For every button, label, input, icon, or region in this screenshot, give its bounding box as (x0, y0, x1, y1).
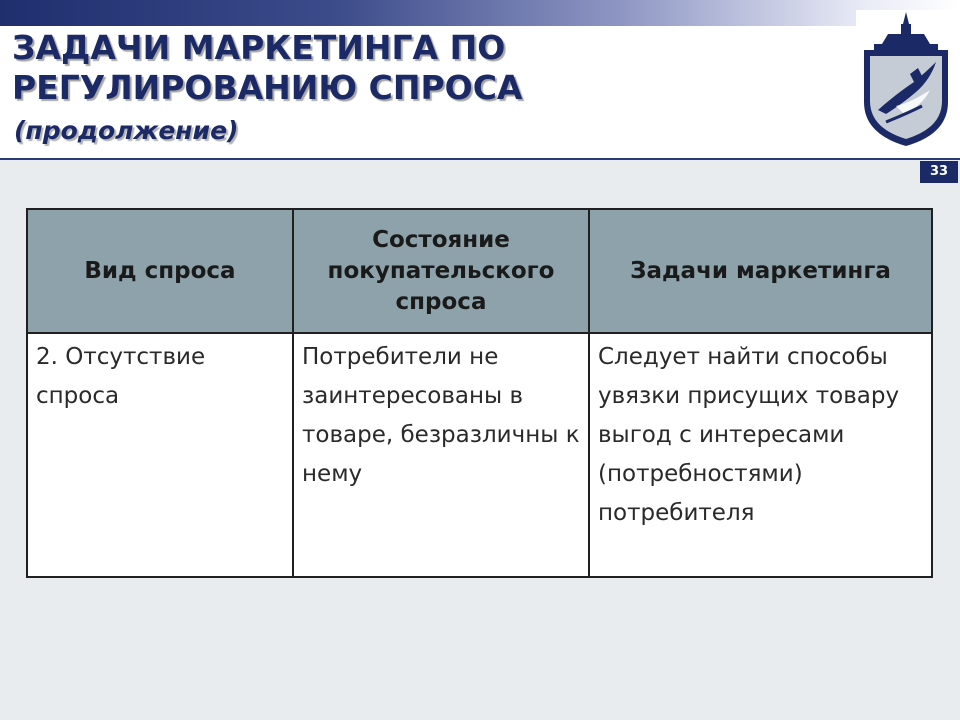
demand-table (26, 208, 933, 578)
cell-marketing-tasks: Следует найти способы увязки присущих товару выгод с интересами (потребностями) потребителя (589, 333, 932, 577)
column-header-marketing-tasks: Задачи маркетинга (589, 209, 932, 333)
cell-demand-type: 2. Отсутствие спроса (27, 333, 293, 577)
table-header-row (27, 209, 932, 333)
university-emblem-icon (856, 10, 956, 150)
cell-demand-state: Потребители не заинтересованы в товаре, безразличны к нему (293, 333, 589, 577)
column-header-demand-type: Вид спроса (27, 209, 293, 333)
column-header-demand-state: Состояние покупательского спроса (293, 209, 589, 333)
slide-number-badge: 33 (920, 161, 958, 183)
slide-title: ЗАДАЧИ МАРКЕТИНГА ПО РЕГУЛИРОВАНИЮ СПРОСА (12, 28, 523, 107)
top-gradient-bar (0, 0, 960, 26)
table-row (27, 333, 932, 577)
slide-subtitle: (продолжение) (14, 116, 239, 145)
